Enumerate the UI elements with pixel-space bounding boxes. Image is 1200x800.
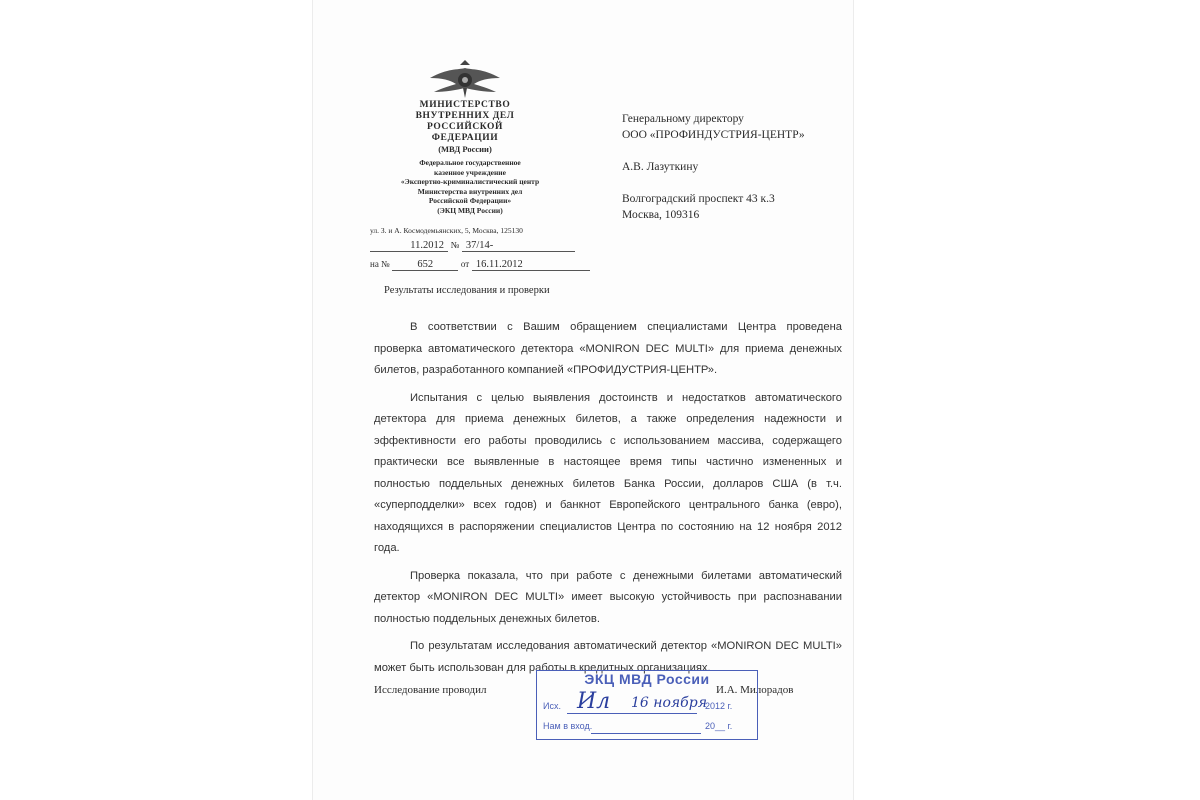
outgoing-date: 11.2012 [370,240,448,252]
sender-address: ул. З. и А. Космодемьянских, 5, Москва, 125130 [370,226,523,235]
addressee-position: Генеральному директору [622,113,744,125]
ministry-line: РОССИЙСКОЙ ФЕДЕРАЦИИ [426,122,504,143]
letter-body [374,317,842,685]
stamp-handwritten-date: 16 ноября [631,695,707,711]
signatory-name: И.А. Милорадов [716,684,794,696]
institution-line: Федеральное государственное [419,158,521,167]
body-paragraph: По результатам исследования автоматический детектор «MONIRON DEC MULTI» может быть использован для работы в кредитных организациях. [374,640,842,674]
stamp-signature-mark: Ил [577,689,611,714]
stamp-row1-label: Исх. [543,701,561,711]
institution-line: Российской Федерации» [428,196,512,205]
stamp-row1-year: 2012 г. [705,701,733,711]
reply-date-label: от [460,259,470,269]
addressee-street: Волгоградский проспект 43 к.3 [622,193,775,205]
letter-subject: Результаты исследования и проверки [384,285,550,296]
ministry-line: ВНУТРЕННИХ ДЕЛ [415,111,515,121]
institution-name [370,158,570,215]
addressee-company: ООО «ПРОФИНДУСТРИЯ-ЦЕНТР» [622,129,805,141]
stamp-row2-year: 20__ г. [705,721,733,731]
ministry-short: (МВД России) [438,144,492,154]
reply-date: 16.11.2012 [472,259,590,271]
reply-label: на № [370,259,390,269]
stamp-title: ЭКЦ МВД России [584,671,710,687]
outgoing-number: 37/14- [462,240,575,252]
institution-line: (ЭКЦ МВД России) [437,205,503,215]
signature-label: Исследование проводил [374,684,487,696]
addressee-name: А.В. Лазуткину [622,161,699,173]
stamp-line [591,733,701,734]
stamp-row2-label: Нам в вход. [543,721,593,731]
institution-line: Министерства внутренних дел [417,186,523,196]
addressee-block [622,111,852,223]
reply-number: 652 [392,259,458,271]
institution-line: «Экспертно-криминалистический центр [400,177,540,186]
addressee-city: Москва, 109316 [622,209,700,221]
institution-line: казенное учреждение [434,167,506,177]
body-paragraph: В соответствии с Вашим обращением специалистами Центра проведена проверка автоматического детектора «MONIRON DEC MULTI» для приема денежных билетов, разработанного компанией «ПРОФИДУСТРИЯ-ЦЕНТР». [374,321,842,376]
outgoing-number-label: № [450,240,460,250]
outgoing-ref [370,240,575,252]
ministry-emblem-icon [420,60,510,100]
ministry-line: МИНИСТЕРСТВО [419,100,511,110]
ministry-title [395,100,535,155]
registration-stamp [536,670,758,740]
reply-ref [370,259,590,271]
body-paragraph: Испытания с целью выявления достоинств и недостатков автоматического детектора для приема денежных билетов, а также определения надежности и эффективности его работы проводились с использованием массива, содержащего практически все выявленные в настоящее время типы частично измененных и полностью поддельных денежных билетов Банка России, долларов США (в т.ч. «суперподделки» всех годов) и банкнот Европейского центрального банка (евро), находящихся в распоряжении специалистов Центра по состоянию на 12 ноября 2012 года. [374,391,842,554]
body-paragraph: Проверка показала, что при работе с денежными билетами автоматический детектор «MONIRON DEC MULTI» имеет высокую устойчивость при распознавании полностью поддельных денежных билетов. [374,569,842,625]
